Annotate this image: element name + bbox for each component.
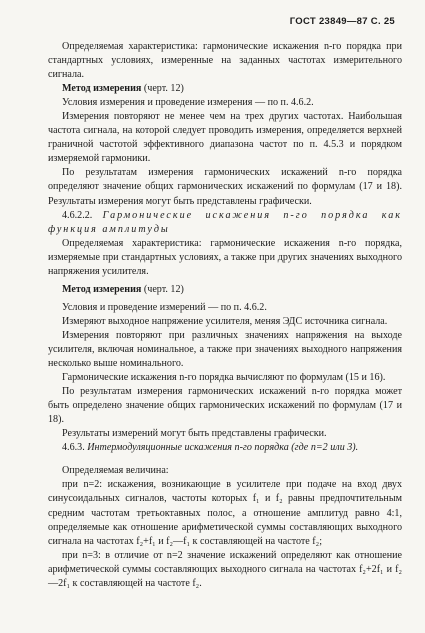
paragraph: Определяемая величина: [62, 465, 169, 477]
paragraph: Результаты измерений могут быть представлены графически. [62, 428, 327, 440]
paragraph: По результатам измерения гармонических искажений n-го порядка определяют значение общих гармонических искажений по формулам (17 и 18). Результаты измерения могут быть представлены графически. [48, 167, 402, 207]
paragraph: Измерения повторяют не менее чем на трех других частотах. Наибольшая частота сигнала, на которой следует проводить измерения, определяется верхней граничной частотой эффективного диапазона частот по п. 4.5.3 и порядком измеряемой гармоники. [48, 111, 402, 165]
method-ref: (черт. 12) [141, 83, 184, 95]
paragraph: Измерения повторяют при различных значениях напряжения на выходе усилителя, включая номинальное, а также при значениях выходного напряжения несколько выше номинального. [48, 329, 402, 370]
paragraph [48, 283, 402, 297]
method-ref: (черт. 12) [141, 283, 184, 295]
section-heading [48, 441, 402, 455]
section-heading [48, 209, 402, 237]
paragraph: Измеряют выходное напряжение усилителя, меняя ЭДС источника сигнала. [62, 315, 388, 327]
page-body [48, 40, 402, 591]
section-title: Гармонические искажения n-го порядка как функция амплитуды [48, 209, 402, 235]
paragraph: Определяемая характеристика: гармонические искажения n-го порядка при стандартных условиях, измеренные на заданных частотах измерительного сигнала. [48, 41, 402, 81]
page-header: ГОСТ 23849—87 С. 25 [289, 16, 395, 27]
paragraph: Условия и проведение измерений — по п. 4.6.2. [62, 301, 267, 313]
section-number: 4.6.3. [62, 442, 88, 454]
paragraph: По результатам измерения гармонических искажений n-го порядка может быть определено значение общих гармонических искажений по формулам (17 и 18). [48, 386, 402, 426]
section-number: 4.6.2.2. [62, 209, 103, 221]
section-title: Интермодуляционные искажения n-го порядка (где n=2 или 3). [87, 442, 359, 454]
paragraph [48, 82, 402, 96]
method-heading: Метод измерения [62, 283, 142, 295]
paragraph: Гармонические искажения n-го порядка вычисляют по формулам (15 и 16). [62, 372, 386, 384]
method-heading: Метод измерения [62, 83, 142, 95]
paragraph: при n=2: искажения, возникающие в усилителе при подаче на вход двух синусоидальных сигналов, частоты которых f₁ и f₂ равны предпочтительным средним частотам третьоктавных полос, а отношение амплитуд равно 4:1, определяемые как отношение арифметической суммы составляющих выходного сигнала на частотах f₂+f₁ и f₂—f₁ к составляющей на частоте f₂; [48, 479, 402, 547]
paragraph: Условия измерения и проведение измерения — по п. 4.6.2. [62, 97, 314, 109]
paragraph: Определяемая характеристика: гармонические искажения n-го порядка, измеряемые при стандартных условиях, а также при других значениях выходного напряжения усилителя. [48, 237, 402, 277]
paragraph: при n=3: в отличие от n=2 значение искажений определяют как отношение арифметической суммы составляющих выходного сигнала на частотах f₂+2f₁ и f₂—2f₁ к составляющей на частоте f₂. [48, 549, 402, 589]
